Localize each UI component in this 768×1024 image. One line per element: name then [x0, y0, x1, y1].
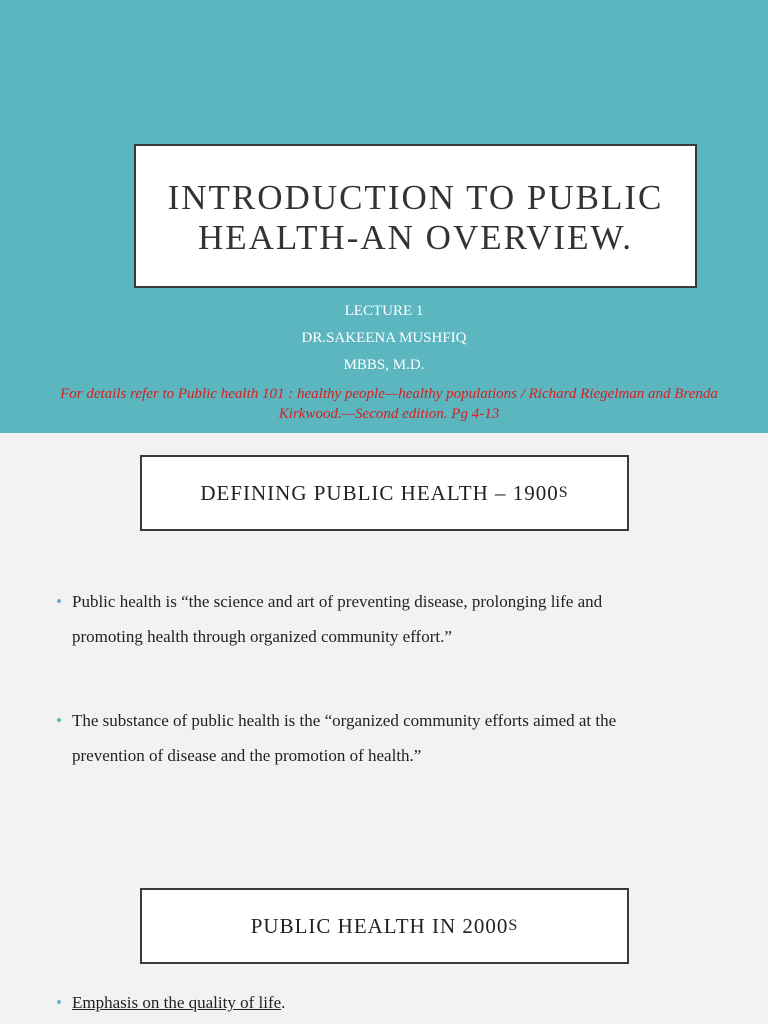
- bullet-1-line-1: Public health is “the science and art of preventing disease, prolonging life and: [72, 592, 603, 611]
- list-item: [56, 703, 716, 773]
- lecture-label: LECTURE 1: [344, 303, 424, 319]
- title-slide: [0, 0, 768, 433]
- title-box: [134, 144, 697, 288]
- reference-line-1: For details refer to Public health 101 : healthy people—healthy populations / Richard Riegelman and Brenda: [60, 386, 718, 402]
- list-item: [56, 584, 716, 654]
- bullet-dot-icon: •: [56, 711, 62, 730]
- section-heading-1900s-text: DEFINING PUBLIC HEALTH – 1900: [200, 480, 559, 505]
- reference-line-2: Kirkwood.—Second edition. Pg 4-13: [278, 406, 500, 422]
- section-heading-1900s-suffix: S: [558, 484, 569, 501]
- section-heading-2000s-text: PUBLIC HEALTH IN 2000: [250, 913, 509, 938]
- page-title: [168, 174, 664, 258]
- reference-note: [24, 384, 754, 424]
- author-name: DR.SAKEENA MUSHFIQ: [301, 330, 467, 346]
- title-line-1: INTRODUCTION TO PUBLIC: [167, 178, 664, 217]
- bullet-1-line-2: promoting health through organized community effort.”: [72, 627, 452, 646]
- bullet-dot-icon: •: [56, 592, 62, 611]
- section-heading-2000s: [140, 888, 629, 964]
- bullet-3-rest: .: [281, 993, 286, 1012]
- list-item: [56, 985, 716, 1020]
- bullet-dot-icon: •: [56, 993, 62, 1012]
- section-heading-2000s-suffix: S: [508, 917, 519, 934]
- section-heading-1900s: [140, 455, 629, 531]
- author-degree: MBBS, M.D.: [343, 357, 425, 373]
- bullet-3-underlined: Emphasis on the quality of life: [72, 993, 282, 1012]
- title-line-2: HEALTH-AN OVERVIEW.: [197, 218, 634, 257]
- bullet-2-line-1: The substance of public health is the “organized community efforts aimed at the: [72, 711, 617, 730]
- bullet-2-line-2: prevention of disease and the promotion of health.”: [72, 746, 422, 765]
